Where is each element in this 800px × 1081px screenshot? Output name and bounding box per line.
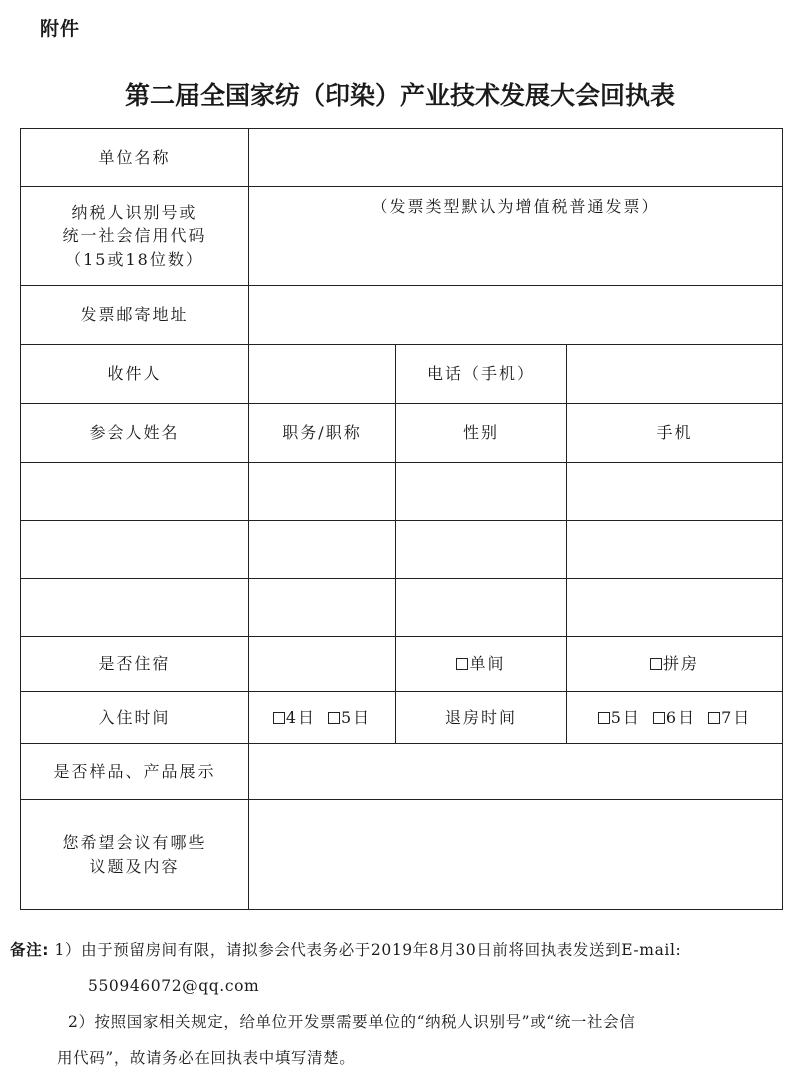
checkbox-icon[interactable] bbox=[708, 712, 720, 724]
checkout-option-6[interactable]: 6日 bbox=[653, 708, 696, 727]
checkbox-icon[interactable] bbox=[456, 658, 468, 670]
invoice-address-label: 发票邮寄地址 bbox=[21, 286, 249, 345]
attendee-row bbox=[21, 521, 783, 579]
checkin-option-4[interactable]: 4日 bbox=[273, 708, 316, 727]
reply-form-table bbox=[20, 128, 783, 910]
checkbox-icon[interactable] bbox=[273, 712, 285, 724]
attendee-mobile-cell[interactable] bbox=[567, 463, 783, 521]
note-item-2-continued: 用代码”，故请务必在回执表中填写清楚。 bbox=[57, 1049, 356, 1067]
topics-label: 您希望会议有哪些 议题及内容 bbox=[21, 800, 249, 910]
attendee-row bbox=[21, 579, 783, 637]
checkin-option-5[interactable]: 5日 bbox=[328, 708, 371, 727]
notes-section bbox=[10, 932, 790, 1076]
checkout-label: 退房时间 bbox=[396, 692, 567, 744]
lodging-field[interactable] bbox=[249, 637, 396, 692]
samples-label: 是否样品、产品展示 bbox=[21, 744, 249, 800]
note-item-2: 2）按照国家相关规定，给单位开发票需要单位的“纳税人识别号”或“统一社会信 bbox=[68, 1013, 636, 1031]
checkbox-icon[interactable] bbox=[653, 712, 665, 724]
attendee-title-cell[interactable] bbox=[249, 463, 396, 521]
column-header-name: 参会人姓名 bbox=[21, 404, 249, 463]
attendee-gender-cell[interactable] bbox=[396, 579, 567, 637]
checkout-options bbox=[567, 692, 783, 744]
note-item-1: 备注: 1）由于预留房间有限，请拟参会代表务必于2019年8月30日前将回执表发送到E-mail: bbox=[10, 941, 682, 959]
lodging-option-shared[interactable]: 拼房 bbox=[567, 637, 783, 692]
page-title: 第二届全国家纺（印染）产业技术发展大会回执表 bbox=[124, 81, 675, 110]
tax-id-field[interactable] bbox=[249, 187, 783, 286]
checkout-option-7[interactable]: 7日 bbox=[708, 708, 751, 727]
tax-id-label: 纳税人识别号或 统一社会信用代码 （15或18位数） bbox=[21, 187, 249, 286]
recipient-label: 收件人 bbox=[21, 345, 249, 404]
column-header-gender: 性别 bbox=[396, 404, 567, 463]
attendee-name-cell[interactable] bbox=[21, 579, 249, 637]
notes-label: 备注: bbox=[10, 941, 49, 959]
phone-field[interactable] bbox=[567, 345, 783, 404]
column-header-mobile: 手机 bbox=[567, 404, 783, 463]
note-item-1-email bbox=[10, 968, 790, 1004]
checkbox-icon[interactable] bbox=[650, 658, 662, 670]
lodging-label: 是否住宿 bbox=[21, 637, 249, 692]
contact-email[interactable]: 550946072@qq.com bbox=[88, 977, 260, 995]
attendee-name-cell[interactable] bbox=[21, 521, 249, 579]
attendee-title-cell[interactable] bbox=[249, 579, 396, 637]
attachment-label: 附件 bbox=[40, 18, 81, 40]
attendee-title-cell[interactable] bbox=[249, 521, 396, 579]
phone-label: 电话（手机） bbox=[396, 345, 567, 404]
attendee-gender-cell[interactable] bbox=[396, 521, 567, 579]
attendee-gender-cell[interactable] bbox=[396, 463, 567, 521]
unit-name-label: 单位名称 bbox=[21, 129, 249, 187]
lodging-option-single[interactable]: 单间 bbox=[396, 637, 567, 692]
checkout-option-5[interactable]: 5日 bbox=[598, 708, 641, 727]
samples-field[interactable] bbox=[249, 744, 783, 800]
checkbox-icon[interactable] bbox=[328, 712, 340, 724]
attendee-mobile-cell[interactable] bbox=[567, 521, 783, 579]
recipient-field[interactable] bbox=[249, 345, 396, 404]
invoice-address-field[interactable] bbox=[249, 286, 783, 345]
unit-name-field[interactable] bbox=[249, 129, 783, 187]
invoice-type-note: （发票类型默认为增值税普通发票） bbox=[371, 197, 660, 216]
attendee-mobile-cell[interactable] bbox=[567, 579, 783, 637]
checkin-label: 入住时间 bbox=[21, 692, 249, 744]
attendee-row bbox=[21, 463, 783, 521]
attendee-name-cell[interactable] bbox=[21, 463, 249, 521]
checkin-options bbox=[249, 692, 396, 744]
column-header-title: 职务/职称 bbox=[249, 404, 396, 463]
checkbox-icon[interactable] bbox=[598, 712, 610, 724]
topics-field[interactable] bbox=[249, 800, 783, 910]
